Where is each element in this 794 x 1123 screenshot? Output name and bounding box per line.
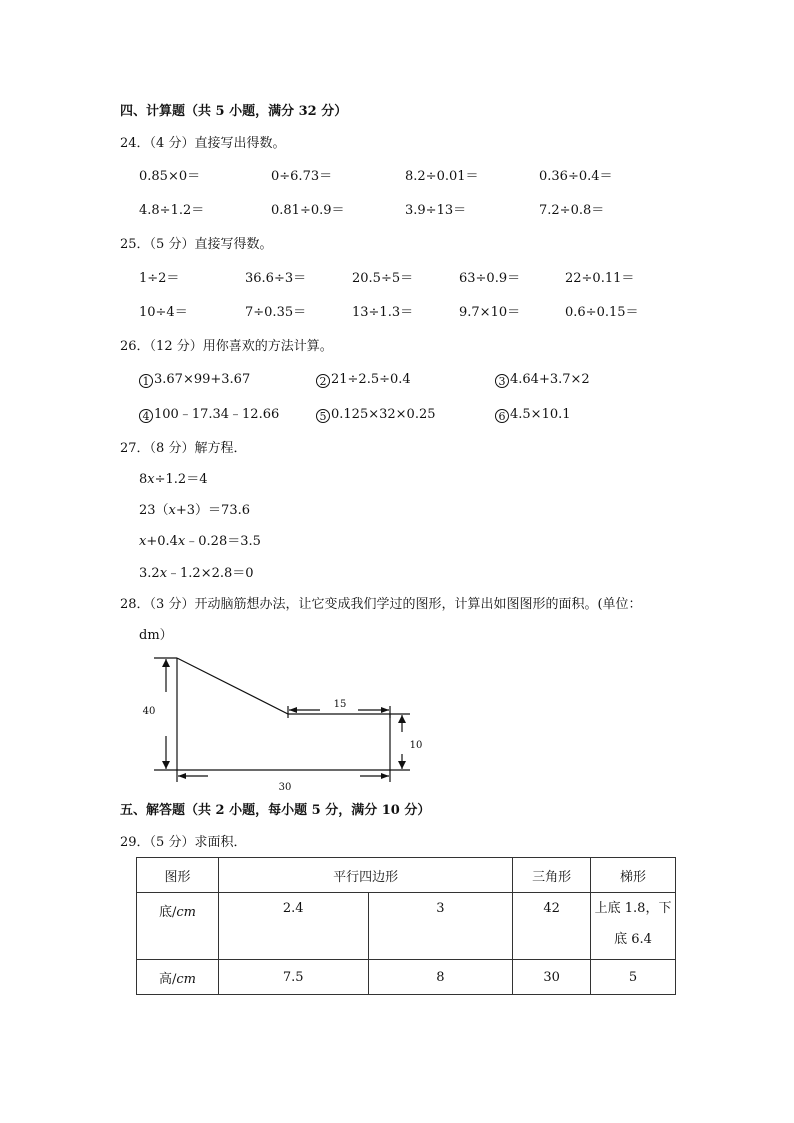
section-4-title: 四、计算题（共 5 小题，满分 32 分） bbox=[120, 104, 348, 119]
q28-figure bbox=[140, 650, 430, 795]
header-trapezoid: 梯形 bbox=[591, 858, 676, 893]
q25-item: 10÷4＝ bbox=[139, 305, 188, 320]
eq-part: ﹣0.28＝3.5 bbox=[185, 534, 261, 549]
table-cell: 30 bbox=[513, 960, 591, 995]
table-cell: 7.5 bbox=[218, 960, 368, 995]
arrow-head bbox=[381, 707, 389, 713]
table-cell: 8 bbox=[368, 960, 513, 995]
header-parallelogram: 平行四边形 bbox=[218, 858, 512, 893]
q25-item: 22÷0.11＝ bbox=[565, 271, 635, 286]
q24-item: 0.81÷0.9＝ bbox=[271, 203, 345, 218]
q26-item bbox=[316, 407, 436, 423]
eq-part: 8 bbox=[139, 472, 148, 487]
q25-item: 0.6÷0.15＝ bbox=[565, 305, 639, 320]
dim-label-left: 40 bbox=[142, 706, 156, 717]
label-unit: cm bbox=[176, 905, 196, 920]
table-row-base bbox=[137, 893, 676, 960]
arrow-head bbox=[398, 715, 406, 723]
q25-item: 63÷0.9＝ bbox=[459, 271, 521, 286]
arrow-head bbox=[289, 707, 297, 713]
q26-item bbox=[495, 407, 571, 423]
cell-value: 3 bbox=[436, 901, 445, 916]
arrow-head bbox=[398, 761, 406, 769]
q25-item: 20.5÷5＝ bbox=[352, 271, 414, 286]
table-cell bbox=[513, 893, 591, 960]
q25-item: 1÷2＝ bbox=[139, 271, 180, 286]
eq-part: +3）＝73.6 bbox=[175, 503, 250, 518]
q26-expression: 21÷2.5÷0.4 bbox=[331, 372, 411, 387]
q28-heading: 28．（3 分）开动脑筋想办法，让它变成我们学过的图形，计算出如图图形的面积。(单位： bbox=[120, 597, 642, 612]
q25-item: 13÷1.3＝ bbox=[352, 305, 414, 320]
eq-part: 3.2 bbox=[139, 566, 160, 581]
header-shape: 图形 bbox=[137, 858, 219, 893]
arrow-head bbox=[162, 761, 170, 769]
equation-3 bbox=[139, 534, 261, 550]
cell-value: 2.4 bbox=[282, 901, 304, 916]
table-cell bbox=[368, 893, 513, 960]
eq-part: ÷1.2＝4 bbox=[154, 472, 208, 487]
q25-item: 36.6÷3＝ bbox=[245, 271, 307, 286]
dim-label-right: 10 bbox=[409, 740, 423, 751]
cell-line: 底 6.4 bbox=[614, 932, 652, 947]
q26-expression: 0.125×32×0.25 bbox=[331, 407, 436, 422]
table-header-row bbox=[137, 858, 676, 893]
q24-heading: 24．（4 分）直接写出得数。 bbox=[120, 136, 286, 151]
eq-variable: x bbox=[168, 503, 176, 518]
item-number-6: 6 bbox=[495, 409, 509, 423]
dim-label-bottom: 30 bbox=[278, 782, 292, 793]
row-label-base bbox=[137, 893, 219, 960]
item-number-3: 3 bbox=[495, 374, 509, 388]
q26-expression: 4.5×10.1 bbox=[510, 407, 571, 422]
arrow-head bbox=[178, 773, 186, 779]
q26-expression: 4.64+3.7×2 bbox=[510, 372, 590, 387]
q24-item: 0.36÷0.4＝ bbox=[539, 169, 613, 184]
q24-item: 7.2÷0.8＝ bbox=[539, 203, 605, 218]
q25-heading: 25．（5 分）直接写得数。 bbox=[120, 237, 273, 252]
q24-item: 0.85×0＝ bbox=[139, 169, 201, 184]
eq-variable: x bbox=[147, 472, 155, 487]
q24-item: 0÷6.73＝ bbox=[271, 169, 333, 184]
equation-1 bbox=[139, 472, 207, 488]
q26-item bbox=[316, 372, 411, 388]
section-5-title: 五、解答题（共 2 小题，每小题 5 分，满分 10 分） bbox=[120, 803, 431, 818]
table-cell: 5 bbox=[591, 960, 676, 995]
arrow-head bbox=[162, 659, 170, 667]
eq-variable: x bbox=[159, 566, 168, 581]
label-text: 底/ bbox=[158, 905, 177, 920]
area-table bbox=[136, 857, 676, 995]
label-unit: cm bbox=[176, 971, 196, 987]
equation-4 bbox=[139, 566, 254, 582]
arrow-head bbox=[381, 773, 389, 779]
item-number-1: 1 bbox=[139, 374, 153, 388]
label-text: 高/ bbox=[158, 971, 177, 987]
eq-part: ﹣1.2×2.8＝0 bbox=[167, 566, 254, 581]
q26-item bbox=[139, 407, 279, 423]
row-label-height bbox=[137, 960, 219, 995]
q26-heading: 26．（12 分）用你喜欢的方法计算。 bbox=[120, 339, 333, 354]
eq-part: 23（ bbox=[139, 503, 169, 518]
equation-2 bbox=[139, 503, 250, 519]
table-row-height bbox=[137, 960, 676, 995]
dim-label-top: 15 bbox=[333, 699, 347, 710]
item-number-5: 5 bbox=[316, 409, 330, 423]
header-triangle: 三角形 bbox=[513, 858, 591, 893]
q24-item: 4.8÷1.2＝ bbox=[139, 203, 205, 218]
eq-variable: x bbox=[177, 534, 186, 549]
item-number-4: 4 bbox=[139, 409, 153, 423]
cell-line: 上底 1.8，下 bbox=[594, 901, 672, 916]
q24-item: 8.2÷0.01＝ bbox=[405, 169, 479, 184]
q26-item bbox=[139, 372, 250, 388]
q25-item: 7÷0.35＝ bbox=[245, 305, 307, 320]
q26-expression: 3.67×99+3.67 bbox=[154, 372, 251, 387]
q24-item: 3.9÷13＝ bbox=[405, 203, 467, 218]
q28-unit: dm） bbox=[139, 628, 173, 643]
q27-heading: 27．（8 分）解方程． bbox=[120, 441, 247, 456]
table-cell bbox=[218, 893, 368, 960]
figure-outline bbox=[177, 658, 390, 770]
q25-item: 9.7×10＝ bbox=[459, 305, 521, 320]
item-number-2: 2 bbox=[316, 374, 330, 388]
eq-variable: x bbox=[139, 534, 147, 549]
eq-part: +0.4 bbox=[146, 534, 178, 549]
q29-heading: 29．（5 分）求面积． bbox=[120, 835, 247, 850]
cell-value: 42 bbox=[543, 901, 560, 916]
q26-expression: 100﹣17.34﹣12.66 bbox=[154, 407, 280, 422]
q26-item bbox=[495, 372, 590, 388]
table-cell-trapezoid-base bbox=[591, 893, 676, 960]
